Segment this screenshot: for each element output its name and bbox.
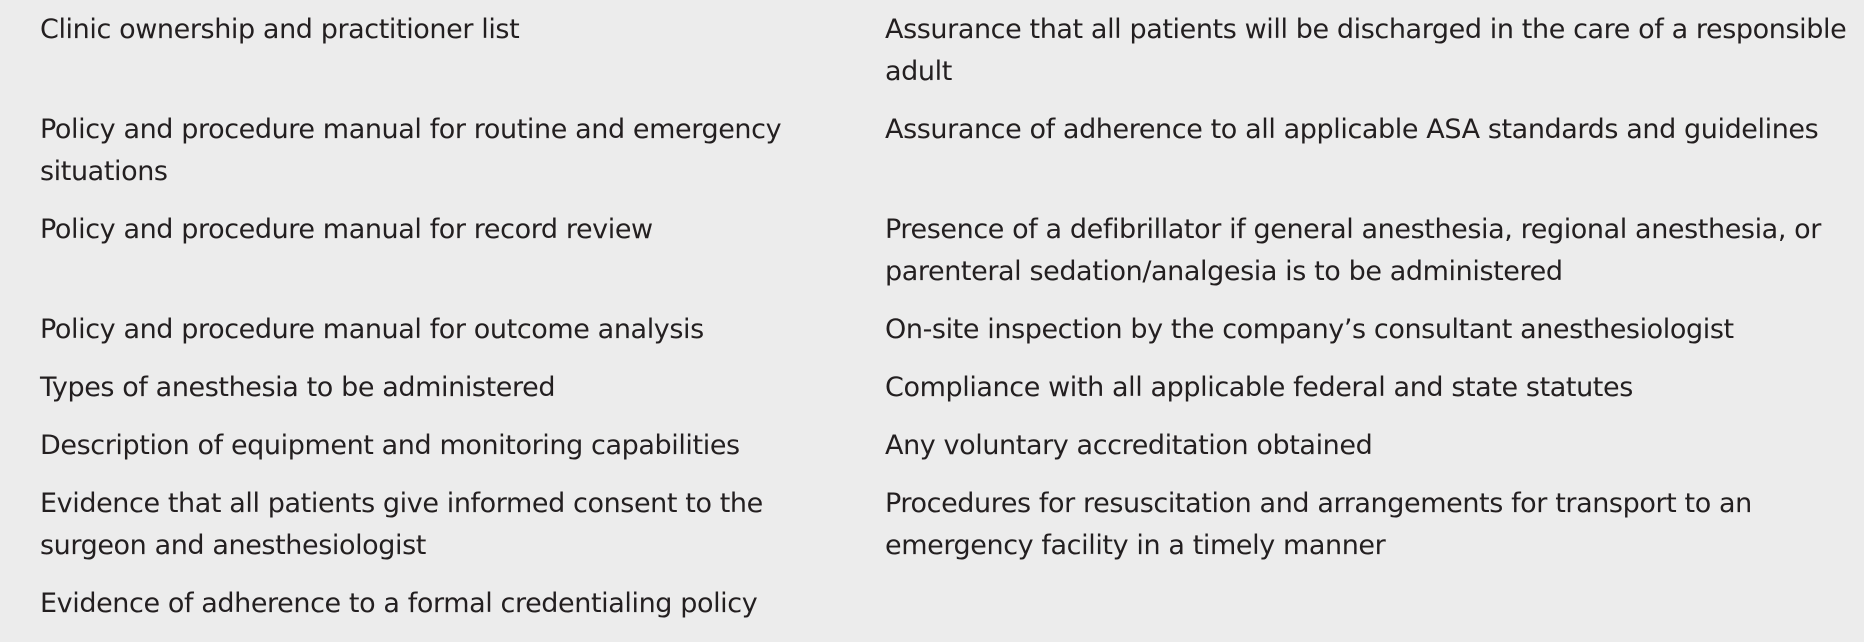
table-cell-left: Policy and procedure manual for outcome analysis xyxy=(40,314,704,345)
table-cell-right: Compliance with all applicable federal and state statutes xyxy=(885,372,1633,403)
table-row xyxy=(0,301,1864,359)
table-cell-left: Description of equipment and monitoring capabilities xyxy=(40,430,740,461)
table-cell-right: Assurance of adherence to all applicable ASA standards and guidelines xyxy=(885,114,1819,145)
table-cell-left: Clinic ownership and practitioner list xyxy=(40,14,520,45)
table-cell-left: Types of anesthesia to be administered xyxy=(40,372,556,403)
table-cell-right: Presence of a defibrillator if general anesthesia, regional anesthesia, or parenteral sedation/analgesia is to be administered xyxy=(885,214,1822,287)
table-cell-right: Procedures for resuscitation and arrangements for transport to an emergency facility in a timely manner xyxy=(885,488,1752,561)
table-row xyxy=(0,201,1864,301)
table-cell-right: On-site inspection by the company’s consultant anesthesiologist xyxy=(885,314,1734,345)
table-row xyxy=(0,475,1864,575)
table-cell-left: Policy and procedure manual for routine and emergency situations xyxy=(40,114,782,187)
table-row xyxy=(0,0,1864,101)
table-cell-left: Evidence that all patients give informed consent to the surgeon and anesthesiologist xyxy=(40,488,763,561)
table-row xyxy=(0,575,1864,633)
table-cell-right xyxy=(885,575,1864,633)
table-cell-right: Assurance that all patients will be discharged in the care of a responsible adult xyxy=(885,14,1847,87)
table-row xyxy=(0,417,1864,475)
table-row xyxy=(0,101,1864,201)
table-cell-right: Any voluntary accreditation obtained xyxy=(885,430,1373,461)
table-cell-left: Policy and procedure manual for record review xyxy=(40,214,653,245)
table-cell-left: Evidence of adherence to a formal credentialing policy xyxy=(40,588,758,619)
table-row xyxy=(0,359,1864,417)
